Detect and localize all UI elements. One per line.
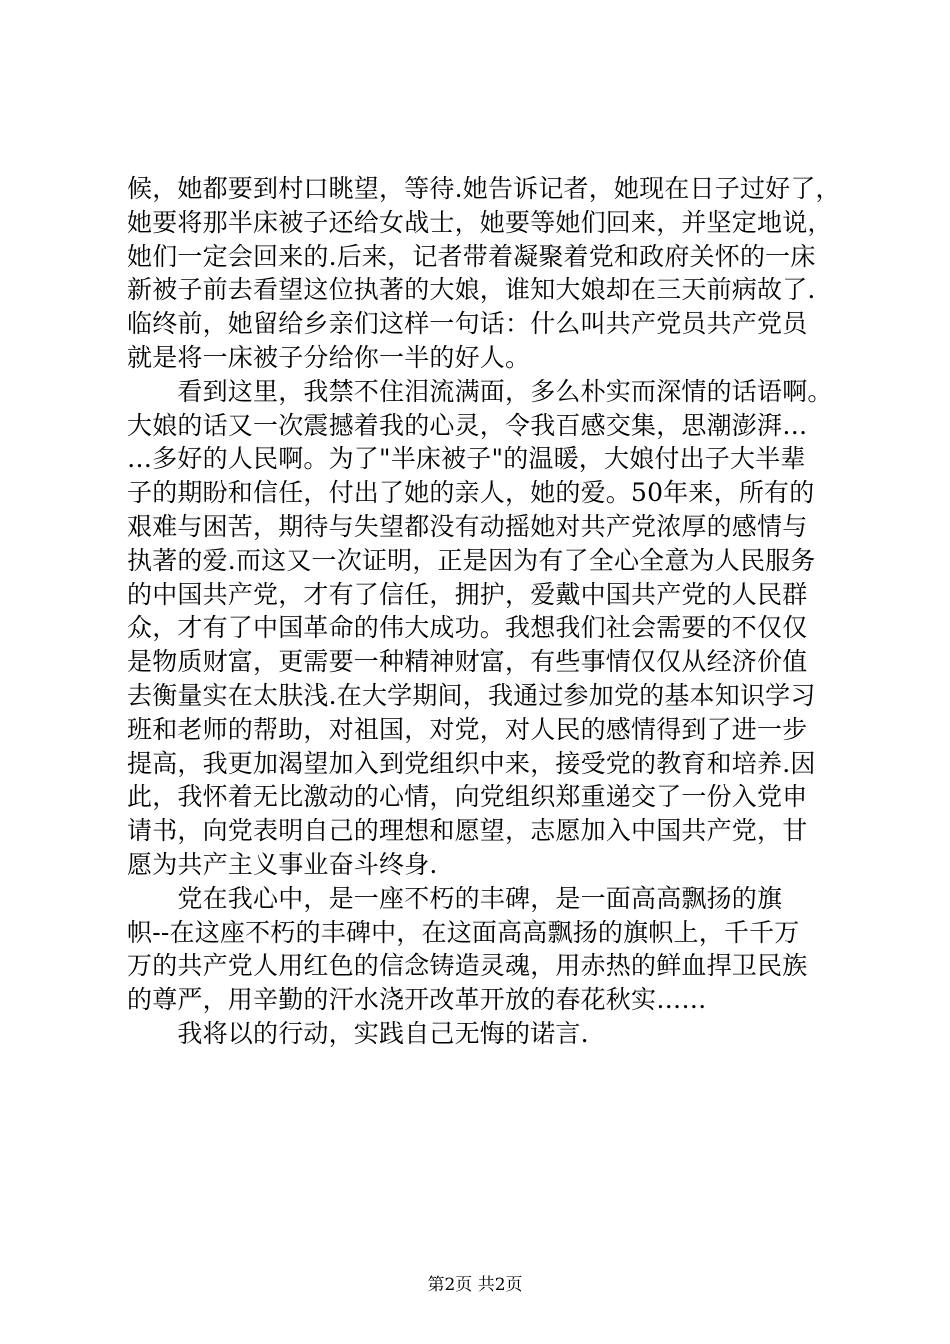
text-line: 愿为共产主义事业奋斗终身. bbox=[127, 849, 438, 879]
text-line: 新被子前去看望这位执著的大娘，谁知大娘却在三天前病故了. bbox=[127, 275, 816, 305]
text-line: 的尊严，用辛勤的汗水浇开改革开放的春花秋实…… bbox=[127, 985, 707, 1015]
text-line: 万的共产党人用红色的信念铸造灵魂，用赤热的鲜血捍卫民族 bbox=[127, 951, 808, 981]
text-line: 艰难与困苦，期待与失望都没有动摇她对共产党浓厚的感情与 bbox=[127, 511, 808, 541]
text-line: 临终前，她留给乡亲们这样一句话：什么叫共产党员共产党员 bbox=[127, 309, 808, 339]
text-line: 是物质财富，更需要一种精神财富，有些事情仅仅从经济价值 bbox=[127, 647, 808, 677]
text-line: 的中国共产党，才有了信任，拥护，爱戴中国共产党的人民群 bbox=[127, 579, 808, 609]
text-line: 她们一定会回来的.后来，记者带着凝聚着党和政府关怀的一床 bbox=[127, 241, 816, 271]
text-line: 帜--在这座不朽的丰碑中，在这面高高飘扬的旗帜上，千千万 bbox=[127, 917, 800, 947]
text-line: 班和老师的帮助，对祖国，对党，对人民的感情得到了进一步 bbox=[127, 714, 808, 744]
text-line: 候，她都要到村口眺望，等待.她告诉记者，她现在日子过好了， bbox=[127, 174, 841, 203]
text-line: 她要将那半床被子还给女战士，她要等她们回来，并坚定地说， bbox=[127, 207, 833, 237]
document-body bbox=[127, 172, 841, 1051]
text-line: 看到这里，我禁不住泪流满面，多么朴实而深情的话语啊。 bbox=[127, 376, 833, 406]
page-footer bbox=[0, 1275, 950, 1295]
text-line: 众，才有了中国革命的伟大成功。我想我们社会需要的不仅仅 bbox=[127, 613, 808, 643]
page-number: 第2页 共2页 bbox=[427, 1275, 523, 1295]
text-line: 大娘的话又一次震撼着我的心灵，令我百感交集，思潮澎湃… bbox=[127, 410, 808, 440]
text-line: 子的期盼和信任，付出了她的亲人，她的爱。50年来，所有的 bbox=[127, 478, 815, 508]
text-line: 我将以的行动，实践自己无悔的诺言. bbox=[127, 1018, 589, 1048]
text-line: 就是将一床被子分给你一半的好人。 bbox=[127, 342, 531, 372]
text-line: 请书，向党表明自己的理想和愿望，志愿加入中国共产党，甘 bbox=[127, 816, 808, 846]
text-line: 党在我心中，是一座不朽的丰碑，是一面高高飘扬的旗 bbox=[127, 883, 783, 913]
text-line: 提高，我更加渴望加入到党组织中来，接受党的教育和培养.因 bbox=[127, 748, 816, 778]
text-line: 执著的爱.而这又一次证明，正是因为有了全心全意为人民服务 bbox=[127, 545, 816, 575]
text-line: …多好的人民啊。为了"半床被子"的温暖，大娘付出子大半辈 bbox=[127, 444, 806, 474]
text-line: 此，我怀着无比激动的心情，向党组织郑重递交了一份入党申 bbox=[127, 782, 808, 812]
text-line: 去衡量实在太肤浅.在大学期间，我通过参加党的基本知识学习 bbox=[127, 680, 816, 710]
